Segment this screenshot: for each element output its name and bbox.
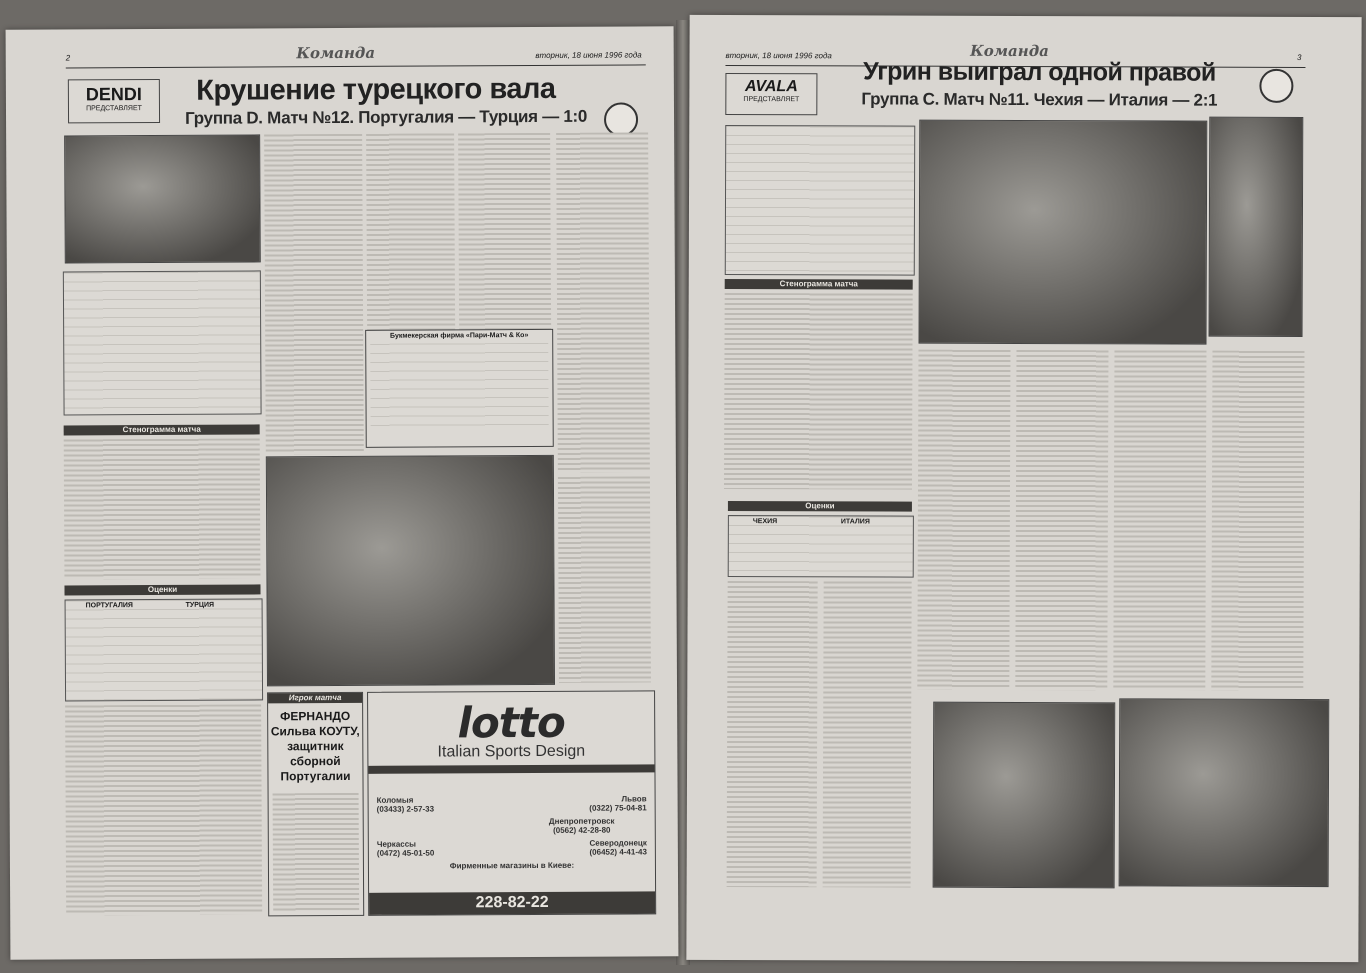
euro-ball-icon-right [1259,69,1293,103]
left-page-number: 2 [65,53,71,63]
player-of-match-box [267,692,364,916]
right-sponsor-tagline: ПРЕДСТАВЛЯЕТ [743,96,800,104]
lotto-tagline: Italian Sports Design [437,742,586,761]
right-article-column-1 [917,350,1010,690]
right-article-column-2 [1015,350,1108,690]
left-subheadline: Группа D. Матч №12. Португалия — Турция — 1:0 [185,106,588,128]
right-match-photo-3 [933,702,1116,889]
left-stenogram-header: Стенограмма матча [64,424,260,435]
right-page-number: 3 [1297,52,1302,62]
left-ratings-text [65,704,262,915]
left-ratings-table [65,598,264,701]
bookmaker-table [370,343,548,430]
contact-phone-1: (03433) 2-57-33 [376,804,435,814]
lotto-logo: lotto [457,697,565,748]
right-article-column-3 [1113,350,1206,690]
contact-city-1: Коломыя [376,795,414,805]
right-sponsor-name: AVALA [744,78,798,96]
bookmaker-title: Букмекерская фирма «Пари-Матч & Ко» [389,332,529,340]
right-stenogram-text [724,293,913,490]
right-headline: Угрин выиграл одной правой [863,57,1216,87]
right-ratings-column-1 [727,581,818,887]
right-brand: Команда [970,41,1049,61]
contact-city-5: Северодонецк [589,838,647,848]
left-article-column-3 [458,133,551,333]
left-brand: Команда [296,43,376,63]
left-lineups-table [63,270,262,415]
left-sponsor-name: DENDI [85,84,142,105]
contact-city-3: Днепропетровск [548,816,615,826]
left-date: вторник, 18 июня 1996 года [535,50,642,60]
left-match-photo-2 [266,455,555,687]
left-article-column-1 [264,134,364,455]
right-ratings-table [728,515,914,578]
player-box-label: Игрок матча [268,693,362,703]
player-line-1: ФЕРНАНДО [280,708,351,724]
lotto-advertisement [367,690,656,916]
right-stenogram-header: Стенограмма матча [725,279,913,290]
left-ratings-team-1: ПОРТУГАЛИЯ [85,602,133,610]
left-headline: Крушение турецкого вала [196,72,556,107]
contact-phone-5: (06452) 4-41-43 [589,847,647,857]
lotto-kiev-phone: 228-82-22 [369,891,655,914]
left-sponsor-tagline: ПРЕДСТАВЛЯЕТ [86,105,142,113]
left-match-photo-1 [64,134,261,263]
left-newspaper-page [6,26,679,959]
right-date: вторник, 18 июня 1996 года [725,50,832,61]
contact-city-4: Черкассы [376,839,417,849]
contact-city-2: Львов [621,794,647,804]
right-ratings-header: Оценки [728,501,912,512]
contact-phone-2: (0322) 75-04-81 [589,803,647,813]
left-article-column-4 [556,132,650,472]
right-newspaper-page [686,15,1361,962]
lotto-stores-label: Фирменные магазины в Киеве: [449,860,575,871]
lotto-divider [368,764,654,773]
player-line-4: Португалии [280,768,351,784]
right-ratings-team-1: ЧЕХИЯ [752,518,778,526]
right-lineups-table [725,125,916,276]
left-ratings-header: Оценки [64,584,260,595]
player-line-3: защитник сборной [287,738,344,769]
right-match-photo-2 [1209,117,1304,337]
right-subheadline: Группа С. Матч №11. Чехия — Италия — 2:1 [861,89,1218,110]
right-sponsor-logo [725,73,817,115]
right-ratings-team-2: ИТАЛИЯ [840,518,870,526]
bookmaker-box [365,329,554,448]
left-sponsor-logo [68,79,160,123]
player-box-text [273,793,360,911]
player-line-2: Сильва КОУТУ, [270,723,360,739]
left-article-column-5 [558,476,651,682]
left-stenogram-text [64,438,261,579]
right-match-photo-4 [1119,698,1330,887]
right-ratings-column-2 [823,581,912,887]
right-match-photo-1 [919,120,1208,345]
contact-phone-4: (0472) 45-01-50 [376,848,435,858]
left-article-column-2 [366,133,455,333]
contact-phone-3: (0562) 42-28-80 [553,825,611,835]
left-ratings-team-2: ТУРЦИЯ [185,601,215,609]
right-article-column-4 [1211,351,1304,691]
